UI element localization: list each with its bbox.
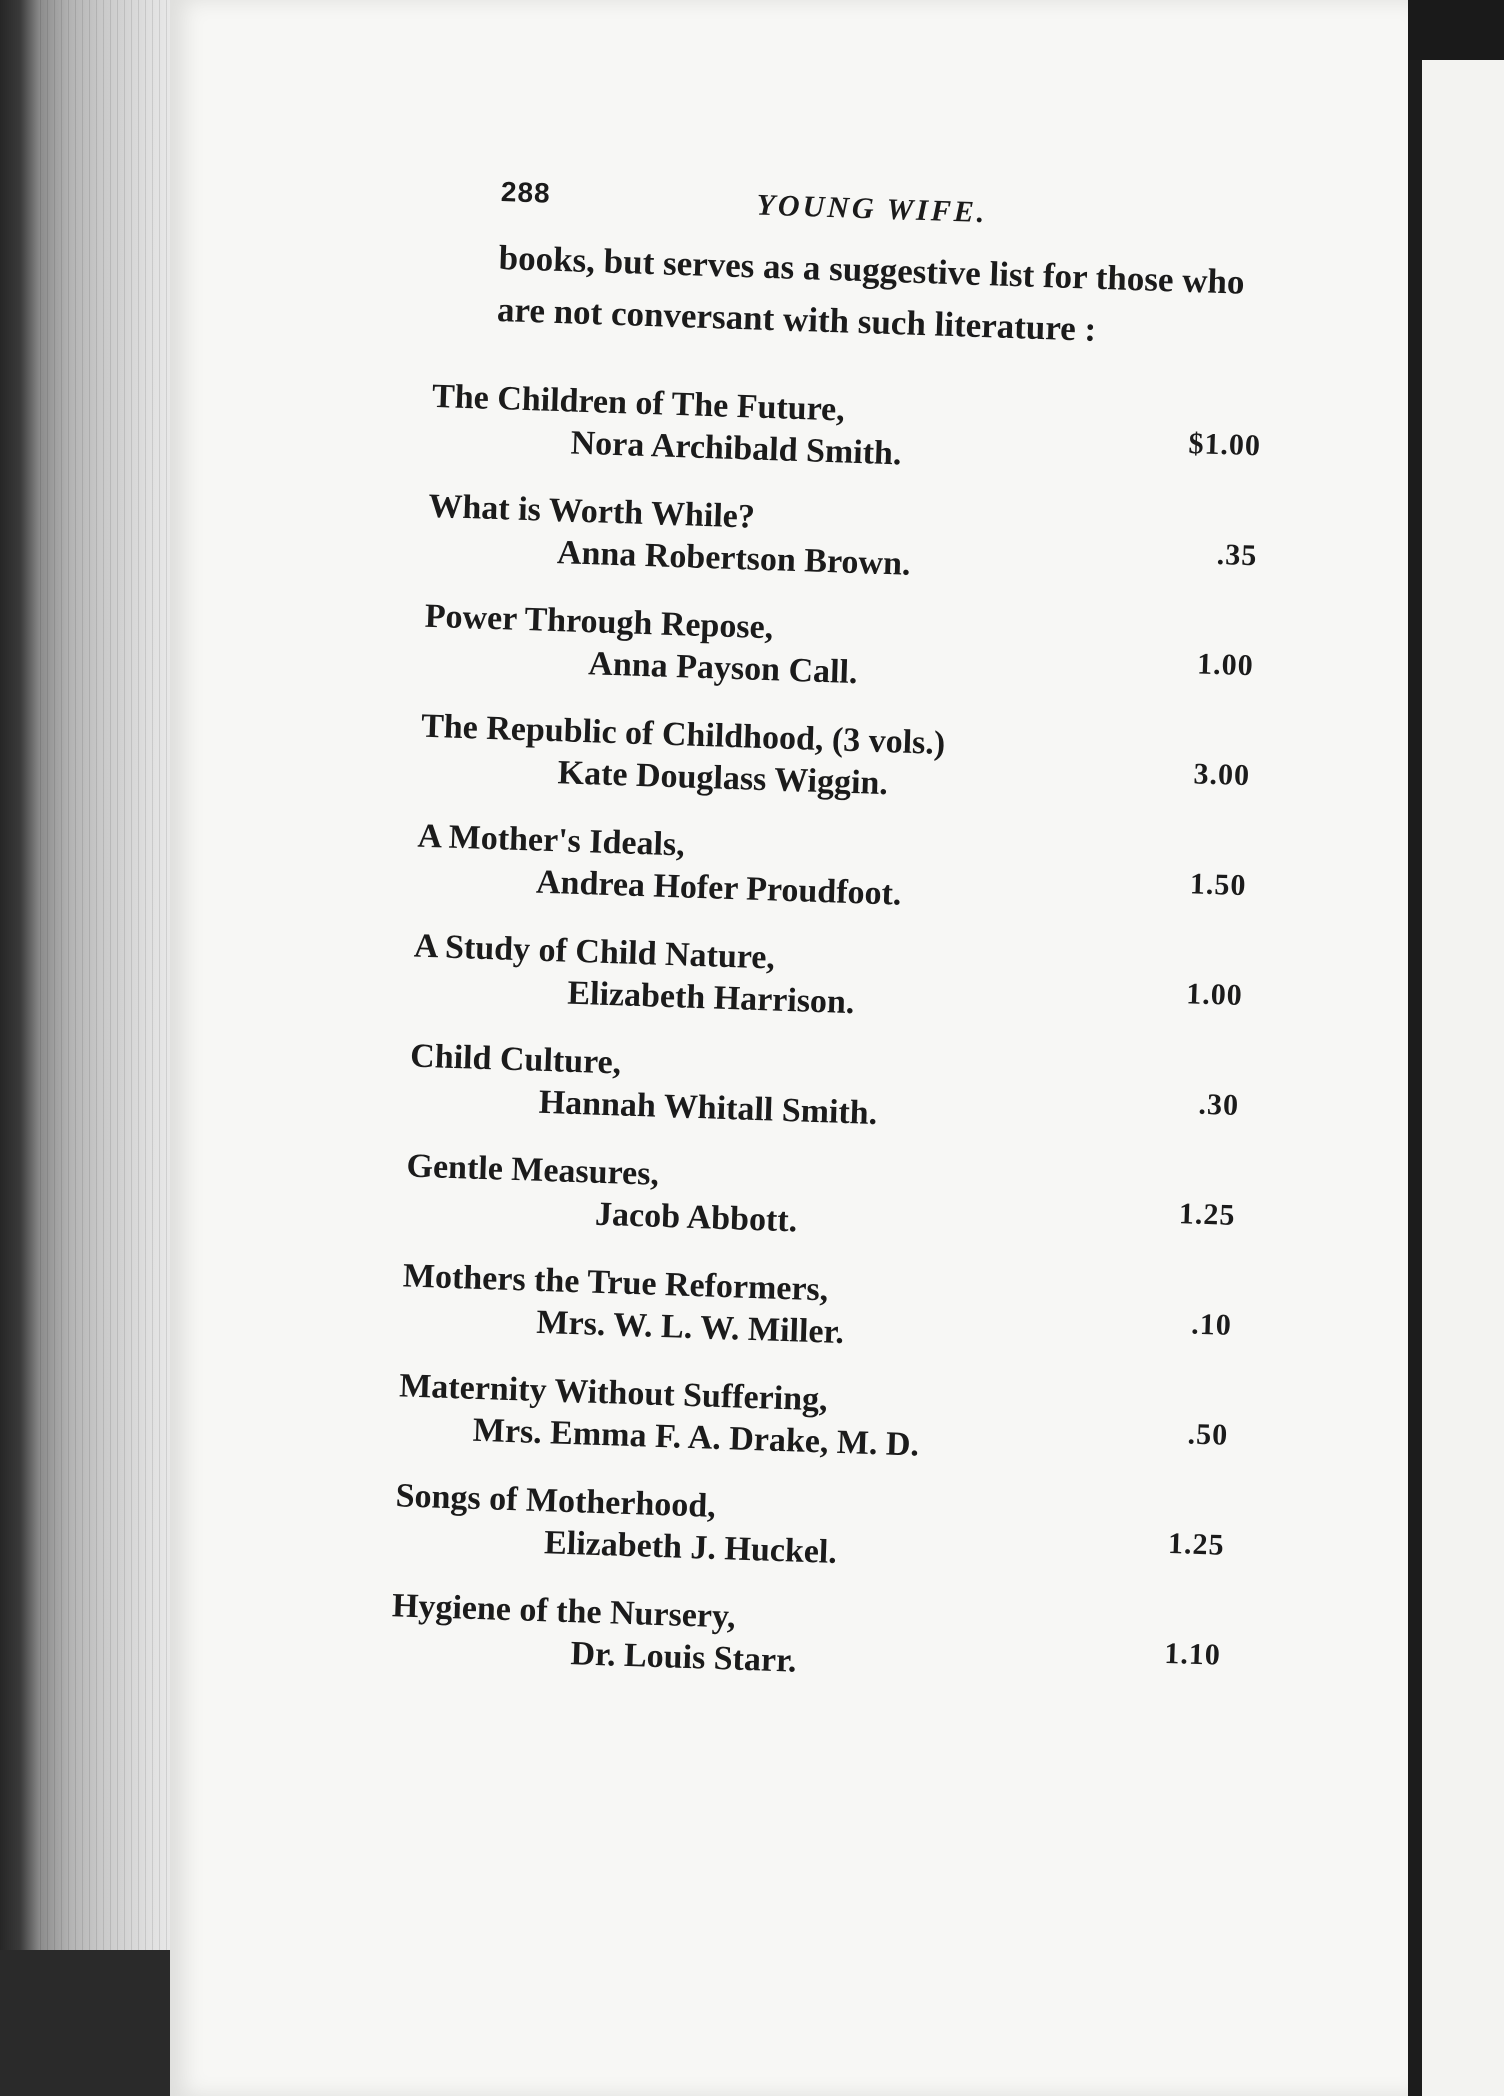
book-title: Gentle Measures, [406,1147,660,1193]
page-gutter [1408,60,1422,2096]
book-title: What is Worth While? [427,487,756,536]
book-author: Dr. Louis Starr. [569,1635,798,1680]
book-title: Power Through Repose, [424,597,774,647]
book-author: Mrs. W. L. W. Miller. [535,1303,845,1352]
book-title: Maternity Without Suffering, [398,1367,829,1419]
book-author: Elizabeth J. Huckel. [543,1524,838,1571]
book-author: Jacob Abbott. [594,1195,798,1240]
book-author: Hannah Whitall Smith. [538,1083,878,1133]
book-title: Mothers the True Reformers, [402,1257,829,1309]
book-price: 3.00 [1193,757,1251,793]
book-price: .30 [1198,1087,1240,1123]
book-price: 1.25 [1167,1526,1226,1562]
book-price: .35 [1216,537,1258,573]
book-title: The Republic of Childhood, (3 vols.) [420,707,946,763]
book-author: Elizabeth Harrison. [566,974,856,1022]
top-right-background [1408,0,1504,60]
book-price: 1.10 [1163,1636,1222,1672]
book-price: 1.00 [1196,647,1255,683]
book-price: .50 [1187,1417,1229,1452]
book-title: The Children of The Future, [431,377,846,429]
book-author: Anna Robertson Brown. [556,534,912,583]
book-title: A Study of Child Nature, [413,927,776,977]
book-title: A Mother's Ideals, [416,817,686,864]
book-price: .10 [1190,1307,1233,1342]
book-title: Hygiene of the Nursery, [391,1587,737,1636]
book-title: Songs of Motherhood, [395,1477,717,1525]
book-author: Anna Payson Call. [587,645,859,692]
book-price: $1.00 [1187,426,1262,463]
page-leaf-lines [40,0,180,2096]
running-head: YOUNG WIFE. [756,188,988,230]
book-title: Child Culture, [409,1037,622,1082]
book-price: 1.25 [1178,1197,1236,1232]
book-price: 1.50 [1189,867,1247,903]
page-number: 288 [500,176,552,209]
book-list [389,378,1302,1726]
intro-paragraph: books, but serves as a suggestive list for those who are not conversant with such literature : [496,238,1246,349]
book-author: Mrs. Emma F. A. Drake, M. D. [472,1411,920,1464]
book-price: 1.00 [1185,977,1244,1013]
book-author: Andrea Hofer Proudfoot. [535,863,903,913]
book-author: Kate Douglass Wiggin. [557,754,889,803]
page-content [389,160,1320,1726]
book-author: Nora Archibald Smith. [570,424,903,473]
facing-page-edge [1422,60,1504,2096]
